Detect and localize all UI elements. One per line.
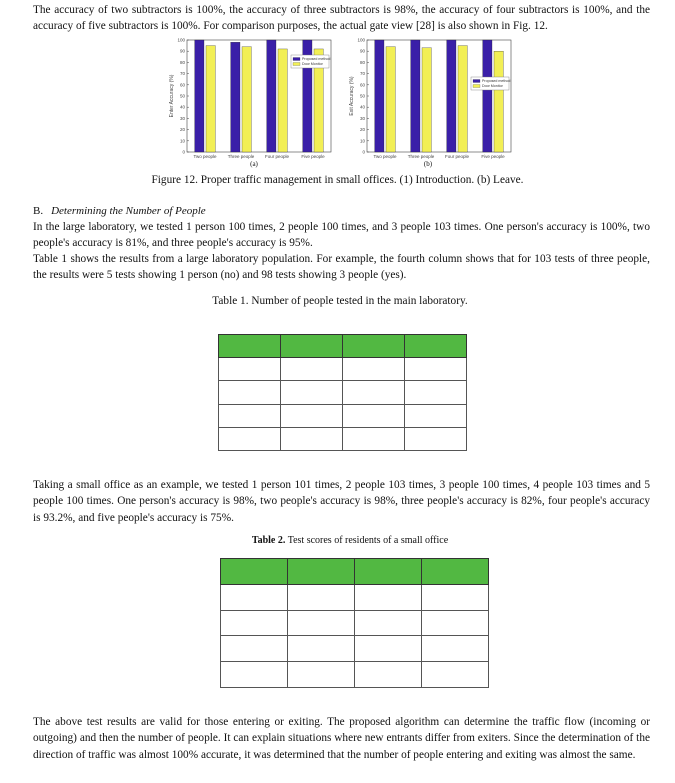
y-tick-label: 10 — [359, 138, 365, 144]
x-tick-label: Two people — [373, 154, 397, 159]
y-tick-label: 60 — [179, 82, 185, 88]
bar-proposed — [483, 40, 492, 152]
y-axis-label: Enter Accuracy (%) — [169, 74, 175, 118]
bar-proposed — [375, 40, 384, 152]
table-header-row — [221, 559, 489, 585]
legend-label: Proposed method — [482, 79, 511, 83]
panel-b-label: (b) — [423, 160, 433, 168]
y-tick-label: 50 — [179, 93, 185, 99]
table-2-caption — [150, 533, 550, 549]
y-tick-label: 60 — [359, 82, 365, 88]
section-b-paragraph-1: In the large laboratory, we tested 1 person 100 times, 2 people 100 times, and 3 people 103 times. One person's accuracy is 100%, two people's accuracy is 81%, and three people's accuracy is 95%. — [33, 221, 650, 250]
legend-label: Door Monitor — [302, 62, 323, 66]
final-paragraph: The above test results are valid for those entering or exiting. The proposed algorithm can determine the traffic flow (incoming or outgoing) and then the number of people. It can explain situations where new entrants differ from exiters. Since the determination of the direction of traffic was almost 100% accurate, it was determined that the number of people entering and exiting was almost the same. — [33, 716, 650, 761]
legend-swatch — [293, 63, 300, 66]
section-b-paragraph-2: Table 1 shows the results from a large laboratory population. For example, the fourth column shows that for 103 tests of three people, the results were 5 tests showing 1 person (no) and 98 tests showing 3 people (yes). — [33, 253, 650, 282]
enter-accuracy-bar-chart — [165, 36, 337, 168]
section-number: B. — [33, 205, 44, 217]
x-tick-label: Four people — [444, 154, 470, 159]
bar-proposed — [447, 40, 456, 152]
y-tick-label: 100 — [177, 37, 185, 43]
table-row — [219, 427, 467, 450]
figure-12-caption: Figure 12. Proper traffic management in small offices. (1) Introduction. (b) Leave. — [151, 174, 524, 186]
table-row — [221, 636, 489, 662]
legend-label: Proposed method — [302, 57, 331, 61]
bar-proposed — [267, 40, 276, 152]
x-tick-label: Five people — [301, 154, 325, 159]
y-tick-label: 90 — [179, 48, 185, 54]
table-row — [219, 358, 467, 381]
table-row — [221, 584, 489, 610]
y-tick-label: 20 — [359, 127, 365, 133]
exit-accuracy-bar-chart — [345, 36, 517, 168]
table-1-caption: Table 1. Number of people tested in the main laboratory. — [212, 295, 468, 307]
intro-paragraph: The accuracy of two subtractors is 100%, the accuracy of three subtractors is 98%, the accuracy of four subtractors is 100%, and the accuracy of five subtractors is 100%. For comparison purposes, the actual gate view [28] is also shown in Fig. 12. — [33, 4, 650, 33]
y-tick-label: 30 — [179, 115, 185, 121]
x-tick-label: Three people — [407, 154, 435, 159]
legend-label: Door Monitor — [482, 84, 503, 88]
y-tick-label: 0 — [362, 149, 365, 155]
y-tick-label: 20 — [179, 127, 185, 133]
table-2 — [220, 558, 489, 688]
y-axis-label: Exit Accuracy (%) — [349, 76, 355, 116]
y-tick-label: 0 — [182, 149, 185, 155]
table-row — [219, 381, 467, 404]
y-tick-label: 40 — [359, 104, 365, 110]
y-tick-label: 90 — [359, 48, 365, 54]
table-header-row — [219, 335, 467, 358]
y-tick-label: 80 — [179, 59, 185, 65]
legend-swatch — [473, 80, 480, 83]
table-2-caption-text: Test scores of residents of a small office — [287, 535, 449, 546]
y-tick-label: 40 — [179, 104, 185, 110]
table-row — [219, 404, 467, 427]
x-tick-label: Two people — [193, 154, 217, 159]
y-tick-label: 70 — [179, 71, 185, 77]
y-tick-label: 70 — [359, 71, 365, 77]
y-tick-label: 100 — [357, 37, 365, 43]
y-tick-label: 80 — [359, 59, 365, 65]
table-row — [221, 610, 489, 636]
bar-door-monitor — [386, 47, 395, 152]
y-tick-label: 30 — [359, 115, 365, 121]
legend-swatch — [473, 85, 480, 88]
y-tick-label: 50 — [359, 93, 365, 99]
bar-door-monitor — [422, 48, 431, 152]
bar-door-monitor — [494, 51, 503, 152]
small-office-paragraph: Taking a small office as an example, we tested 1 person 101 times, 2 people 103 times, 3 people 100 times, 4 people 103 times and 5 people 100 times. One person's accuracy is 98%, two people's accuracy is 98%, three people's accuracy is 82%, four people's accuracy is 93.2%, and five people's accuracy is 75%. — [33, 479, 650, 524]
section-title: Determining the Number of People — [51, 205, 206, 217]
table-row — [221, 662, 489, 688]
x-tick-label: Four people — [264, 154, 290, 159]
bar-proposed — [411, 40, 420, 152]
bar-door-monitor — [278, 49, 287, 152]
bar-door-monitor — [458, 46, 467, 152]
section-b-heading — [33, 203, 206, 219]
table-2-label: Table 2. — [251, 535, 286, 546]
bar-proposed — [195, 40, 204, 152]
legend-swatch — [293, 58, 300, 61]
y-tick-label: 10 — [179, 138, 185, 144]
bar-door-monitor — [242, 47, 251, 152]
panel-a-label: (a) — [250, 160, 258, 168]
x-tick-label: Five people — [481, 154, 505, 159]
table-1 — [218, 334, 467, 451]
x-tick-label: Three people — [227, 154, 255, 159]
bar-proposed — [231, 42, 240, 152]
bar-door-monitor — [206, 46, 215, 152]
